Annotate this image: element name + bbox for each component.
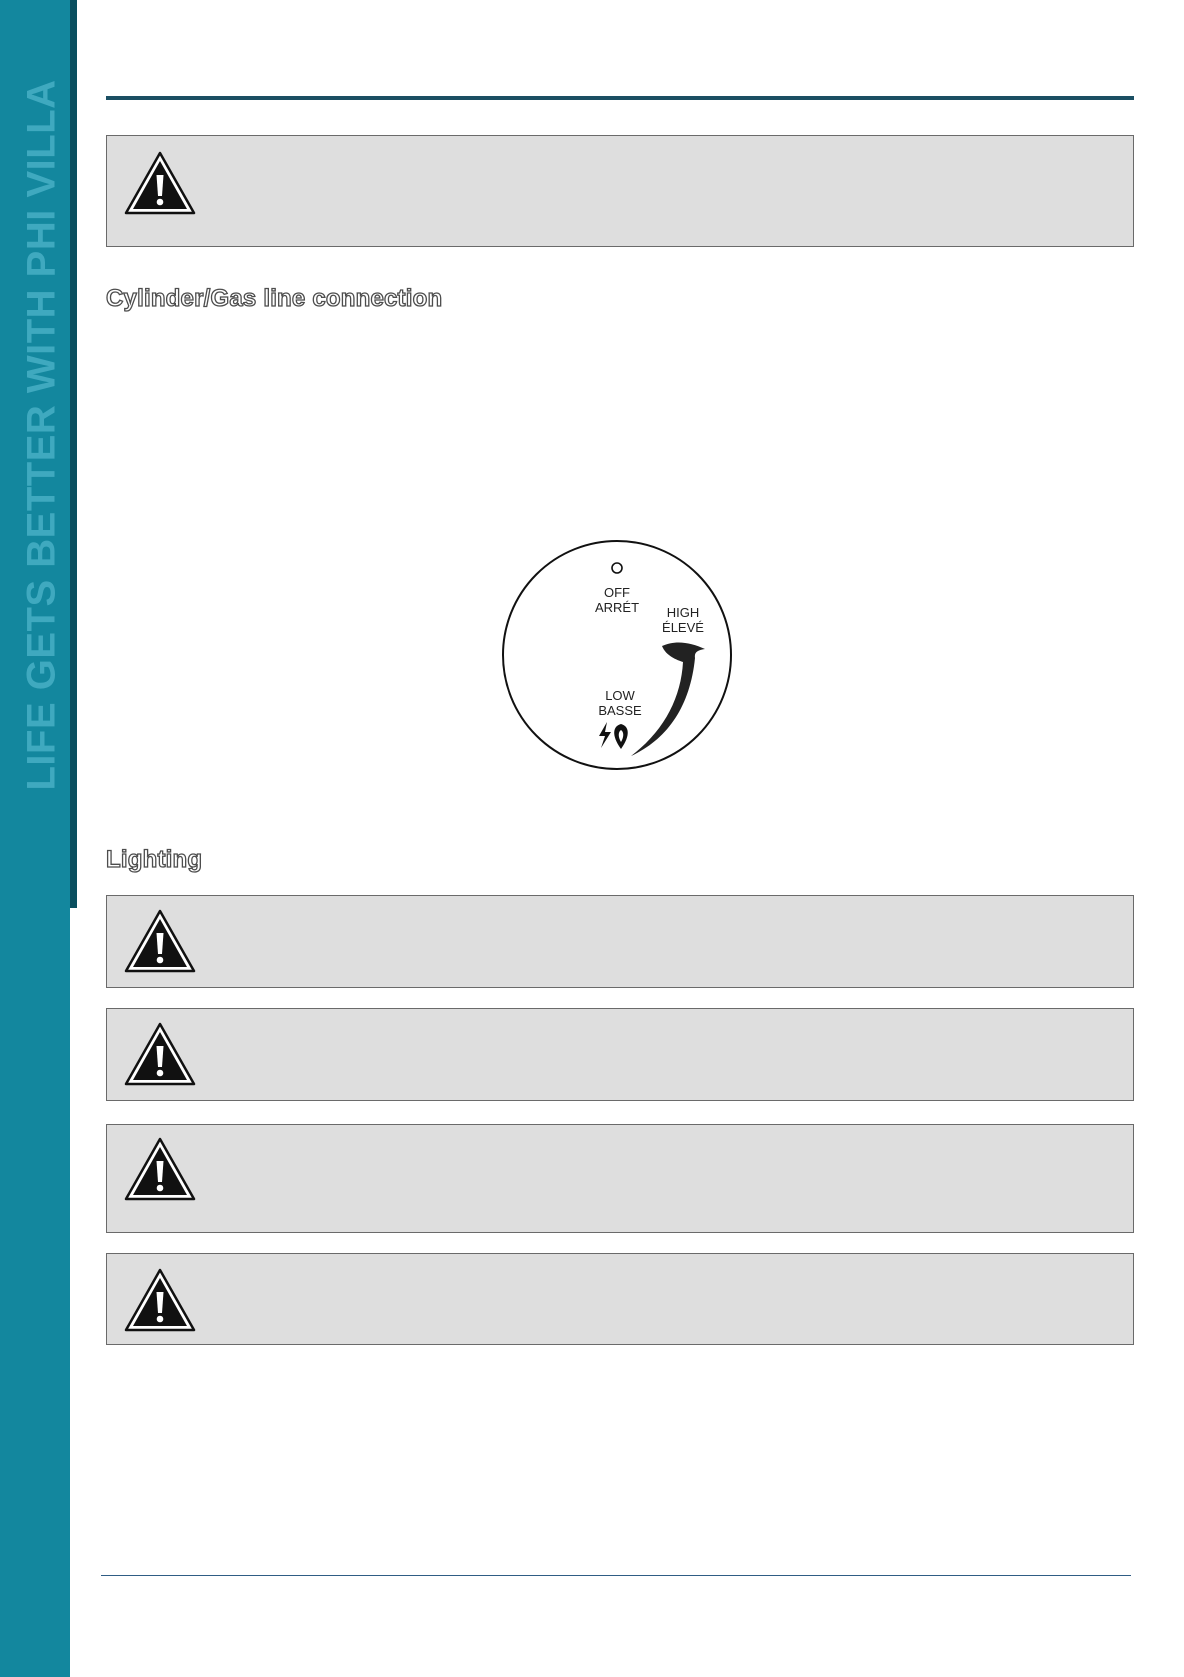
footer-rule bbox=[101, 1575, 1131, 1576]
warning-box bbox=[106, 895, 1134, 988]
warning-box bbox=[106, 1008, 1134, 1101]
warning-triangle-icon bbox=[123, 150, 197, 216]
control-knob-dial bbox=[500, 538, 734, 772]
warning-triangle-icon bbox=[123, 1267, 197, 1333]
header-rule bbox=[106, 96, 1134, 100]
warning-triangle-icon bbox=[123, 1136, 197, 1202]
warning-box bbox=[106, 1253, 1134, 1345]
warning-triangle-icon bbox=[123, 908, 197, 974]
dial-off-label-fr: ARRÉT bbox=[594, 600, 640, 615]
warning-box bbox=[106, 135, 1134, 247]
section-heading-cylinder: Cylinder/Gas line connection bbox=[106, 285, 443, 312]
dial-high-label: HIGH bbox=[666, 605, 700, 620]
section-heading-lighting: Lighting bbox=[106, 846, 203, 873]
warning-box bbox=[106, 1124, 1134, 1233]
dial-low-label: LOW bbox=[605, 688, 635, 703]
sidebar-shadow bbox=[70, 0, 77, 908]
sidebar-slogan: LIFE GETS BETTER WITH PHI VILLA bbox=[19, 79, 64, 791]
dial-low-label-fr: BASSE bbox=[598, 703, 642, 718]
dial-high-label-fr: ÉLEVÉ bbox=[662, 620, 704, 635]
dial-off-label: OFF bbox=[604, 585, 630, 600]
warning-triangle-icon bbox=[123, 1021, 197, 1087]
